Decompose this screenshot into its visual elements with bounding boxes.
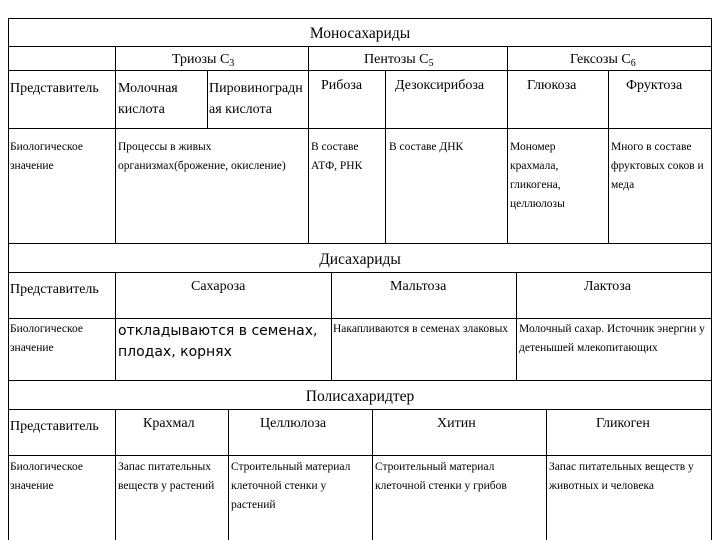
- poly-representatives-label: Представитель: [10, 419, 99, 434]
- mono-bio-label: Биологическое значение: [10, 141, 83, 172]
- bio-fructose: Много в составе фруктовых соков и меда: [611, 141, 704, 191]
- mono-title: Моносахариды: [309, 25, 411, 42]
- line-poly-reps: [8, 455, 711, 456]
- border-right: [711, 18, 712, 540]
- rep-ribose: Рибоза: [321, 78, 363, 93]
- bio-chitin: Строительный материал клеточной стенки у грибов: [375, 461, 507, 492]
- pentoses-heading: Пентозы $С_5$: [364, 52, 434, 69]
- poly-bio-label: Биологическое значение: [10, 461, 83, 492]
- bio-deoxyribose: В составе ДНК: [389, 141, 464, 153]
- bio-cellulose: Строительный материал клеточной стенки у растений: [231, 461, 351, 511]
- bio-trioses: Процессы в живых организмах(брожение, окисление): [118, 141, 286, 172]
- bio-maltose: Накапливаются в семенах злаковых: [333, 323, 509, 335]
- rep-starch: Крахмал: [143, 416, 195, 431]
- vline-glucose-fructose: [608, 70, 609, 243]
- bio-glucose: Мономер крахмала, гликогена, целлюлозы: [510, 141, 565, 210]
- bio-ribose: В составе АТФ, РНК: [311, 141, 363, 172]
- poly-title: Полисахаридтер: [305, 388, 415, 405]
- vline-lactic-pyruvic: [207, 70, 208, 128]
- di-representatives-label: Представитель: [10, 282, 99, 297]
- rep-maltose: Мальтоза: [390, 279, 447, 294]
- rep-chitin: Хитин: [437, 416, 476, 431]
- line-poly-title: [8, 409, 711, 410]
- rep-deoxyribose: Дезоксирибоза: [395, 78, 485, 93]
- hexoses-heading: Гексозы $С_6$: [570, 52, 636, 69]
- di-bio-label: Биологическое значение: [10, 323, 83, 354]
- line-di-title: [8, 272, 711, 273]
- vline-pentoses-end: [507, 46, 508, 243]
- line-mono-end: [8, 243, 711, 244]
- vline-starch-cellulose: [228, 409, 229, 540]
- bio-glycogen: Запас питательных веществ у животных и человека: [549, 461, 694, 492]
- trioses-heading: Триозы $С_3$: [172, 52, 235, 69]
- rep-cellulose: Целлюлоза: [260, 416, 327, 431]
- border-top: [8, 18, 711, 19]
- di-title: Дисахариды: [319, 251, 401, 268]
- rep-lactic-acid: Молочная кислота: [118, 81, 178, 117]
- rep-pyruvic-acid: Пировиноградная кислота: [209, 81, 303, 117]
- rep-glycogen: Гликоген: [596, 416, 650, 431]
- vline-ribose-deoxy: [385, 70, 386, 243]
- vline-maltose-lactose: [516, 272, 517, 380]
- bio-starch: Запас питательных веществ у растений: [118, 461, 215, 492]
- vline-sucrose-maltose: [331, 272, 332, 380]
- rep-glucose: Глюкоза: [527, 78, 577, 93]
- vline-label-col-di: [115, 272, 116, 380]
- bio-sucrose: откладываются в семенах, плодах, корнях: [118, 323, 318, 360]
- vline-label-col-poly: [115, 409, 116, 540]
- line-mono-title: [8, 46, 711, 47]
- line-di-reps: [8, 318, 711, 319]
- vline-cellulose-chitin: [372, 409, 373, 540]
- rep-fructose: Фруктоза: [626, 78, 683, 93]
- vline-label-col-mono: [115, 46, 116, 243]
- rep-lactose: Лактоза: [584, 279, 632, 294]
- line-mono-subheads: [8, 70, 711, 71]
- border-left: [8, 18, 9, 540]
- rep-sucrose: Сахароза: [191, 279, 246, 294]
- bio-lactose: Молочный сахар. Источник энергии у детенышей млекопитающих: [519, 323, 705, 354]
- vline-trioses-end: [308, 46, 309, 243]
- line-mono-reps: [8, 128, 711, 129]
- vline-chitin-glycogen: [546, 409, 547, 540]
- line-di-end: [8, 380, 711, 381]
- mono-representatives-label: Представитель: [10, 81, 99, 96]
